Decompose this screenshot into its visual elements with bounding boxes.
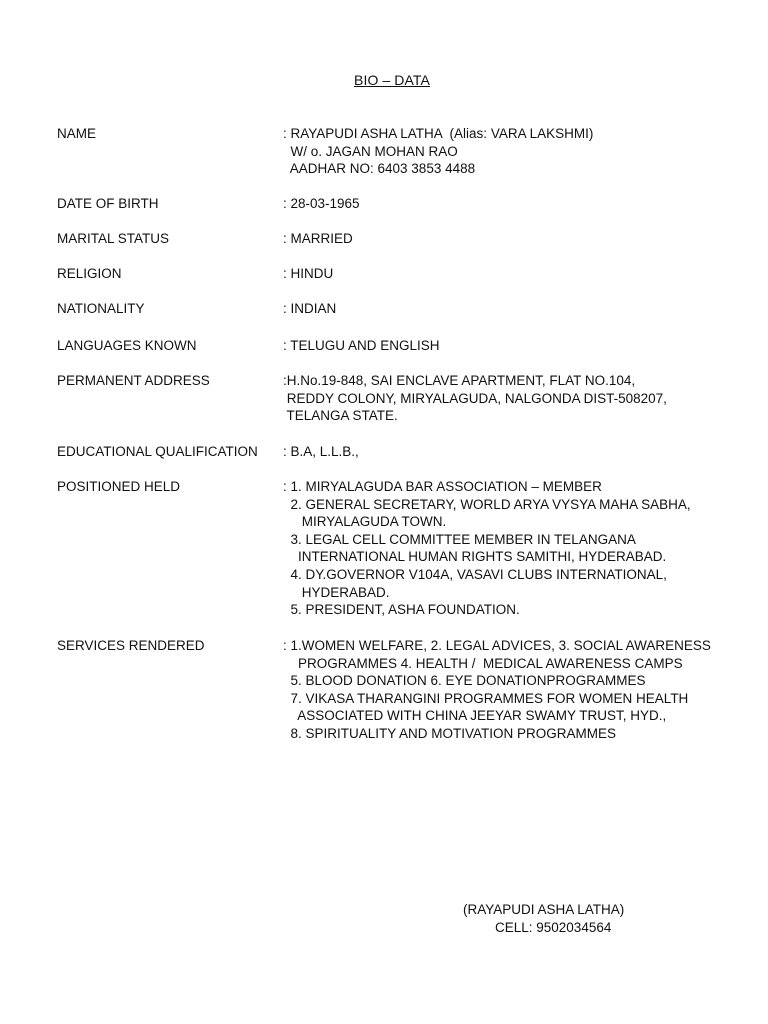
field-label: POSITIONED HELD bbox=[57, 479, 181, 494]
signature-cell: CELL: 9502034564 bbox=[495, 920, 612, 935]
field-value bbox=[283, 372, 667, 425]
value-line: : 1. MIRYALAGUDA BAR ASSOCIATION – MEMBER bbox=[283, 479, 602, 494]
field-label: NATIONALITY bbox=[57, 301, 145, 316]
signature-name: (RAYAPUDI ASHA LATHA) bbox=[463, 902, 625, 917]
field-label: LANGUAGES KNOWN bbox=[57, 338, 197, 353]
value-line: : TELUGU AND ENGLISH bbox=[283, 338, 440, 353]
field-value bbox=[283, 265, 333, 283]
page-title: BIO – DATA bbox=[354, 72, 430, 88]
value-line: : B.A, L.L.B., bbox=[283, 444, 359, 459]
value-line: : MARRIED bbox=[283, 231, 353, 246]
value-line: TELANGA STATE. bbox=[283, 408, 398, 424]
value-line: MIRYALAGUDA TOWN. bbox=[283, 514, 447, 530]
value-line: 7. VIKASA THARANGINI PROGRAMMES FOR WOMEN HEALTH bbox=[283, 690, 689, 706]
value-line: :H.No.19-848, SAI ENCLAVE APARTMENT, FLAT NO.104, bbox=[283, 373, 636, 388]
field-label: EDUCATIONAL QUALIFICATION bbox=[57, 444, 258, 459]
field-value bbox=[283, 195, 360, 213]
value-line: HYDERABAD. bbox=[283, 584, 390, 600]
value-line: 5. BLOOD DONATION 6. EYE DONATIONPROGRAMMES bbox=[283, 673, 646, 689]
field-value bbox=[283, 300, 336, 318]
value-line: 8. SPIRITUALITY AND MOTIVATION PROGRAMMES bbox=[283, 725, 617, 741]
field-label: PERMANENT ADDRESS bbox=[57, 373, 210, 388]
value-line: W/ o. JAGAN MOHAN RAO bbox=[283, 143, 458, 159]
value-line: REDDY COLONY, MIRYALAGUDA, NALGONDA DIST-508207, bbox=[283, 390, 667, 406]
field-value bbox=[283, 637, 711, 743]
field-label: SERVICES RENDERED bbox=[57, 638, 205, 653]
value-line: AADHAR NO: 6403 3853 4488 bbox=[283, 161, 476, 177]
value-line: PROGRAMMES 4. HEALTH / MEDICAL AWARENESS CAMPS bbox=[283, 655, 683, 671]
value-line: : INDIAN bbox=[283, 301, 337, 316]
value-line: : HINDU bbox=[283, 266, 334, 281]
value-line: : 28-03-1965 bbox=[283, 196, 360, 211]
value-line: INTERNATIONAL HUMAN RIGHTS SAMITHI, HYDERABAD. bbox=[283, 549, 667, 565]
value-line: 2. GENERAL SECRETARY, WORLD ARYA VYSYA MAHA SABHA, bbox=[283, 496, 691, 512]
field-value bbox=[283, 125, 593, 178]
value-line: 5. PRESIDENT, ASHA FOUNDATION. bbox=[283, 602, 520, 618]
value-line: 4. DY.GOVERNOR V104A, VASAVI CLUBS INTERNATIONAL, bbox=[283, 566, 667, 582]
field-value bbox=[283, 337, 440, 355]
value-line: : RAYAPUDI ASHA LATHA (Alias: VARA LAKSHMI) bbox=[283, 126, 594, 141]
field-value bbox=[283, 478, 691, 619]
field-label: RELIGION bbox=[57, 266, 122, 281]
field-label: MARITAL STATUS bbox=[57, 231, 170, 246]
value-line: 3. LEGAL CELL COMMITTEE MEMBER IN TELANGANA bbox=[283, 531, 636, 547]
field-label: NAME bbox=[57, 126, 97, 141]
field-value bbox=[283, 230, 353, 248]
value-line: : 1.WOMEN WELFARE, 2. LEGAL ADVICES, 3. SOCIAL AWARENESS bbox=[283, 638, 711, 653]
field-value bbox=[283, 443, 359, 461]
field-label: DATE OF BIRTH bbox=[57, 196, 159, 211]
value-line: ASSOCIATED WITH CHINA JEEYAR SWAMY TRUST, HYD., bbox=[283, 708, 667, 724]
